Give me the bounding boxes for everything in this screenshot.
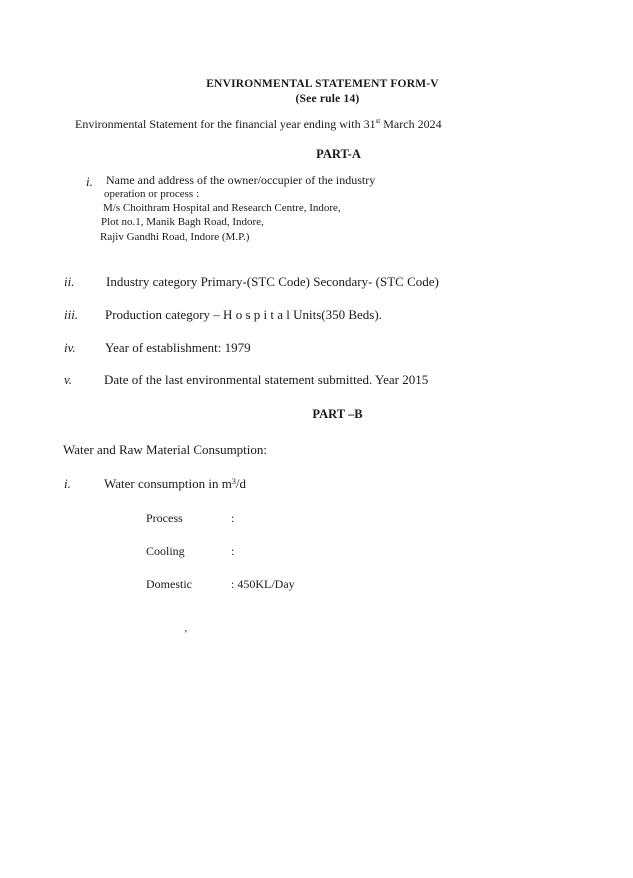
water-raw-material-title: Water and Raw Material Consumption: [63, 442, 268, 457]
statement-suffix: March 2024 [380, 117, 442, 131]
last-statement-date: Date of the last environmental statement submitted. Year 2015 [104, 372, 429, 387]
statement-prefix: Environmental Statement for the financial year ending with 31 [75, 117, 376, 131]
unit-superscript: 3 [231, 477, 236, 486]
process-label: Process [146, 511, 183, 525]
statement-superscript: st [375, 117, 381, 125]
item-iii-number: iii. [64, 307, 79, 322]
industry-category: Industry category Primary-(STC Code) Secondary- (STC Code) [106, 274, 439, 289]
item-i-number: i. [86, 174, 93, 189]
item-v-number: v. [64, 372, 73, 387]
water-consumption-text: Water consumption in m [104, 476, 232, 491]
water-consumption-label [104, 476, 246, 492]
address-line-3: Rajiv Gandhi Road, Indore (M.P.) [100, 231, 250, 243]
address-line-2: Plot no.1, Manik Bagh Road, Indore, [101, 216, 264, 228]
item-ii-number: ii. [64, 274, 75, 289]
cooling-label: Cooling [146, 544, 185, 558]
cooling-value: : [231, 544, 235, 558]
domestic-value: : 450KL/Day [231, 577, 295, 591]
item-iv-number: iv. [64, 340, 76, 355]
form-subtitle: (See rule 14) [295, 93, 360, 105]
domestic-label: Domestic [146, 577, 192, 591]
process-value: : [231, 511, 235, 525]
stray-mark: ’ [184, 628, 188, 640]
form-title: ENVIRONMENTAL STATEMENT FORM-V [206, 78, 439, 90]
owner-sublabel: operation or process : [104, 188, 199, 200]
part-b-item-i-number: i. [64, 476, 71, 491]
financial-year-statement [75, 117, 442, 132]
year-of-establishment: Year of establishment: 1979 [105, 340, 251, 355]
production-category: Production category – H o s p i t a l Units(350 Beds). [105, 307, 382, 322]
address-line-1: M/s Choithram Hospital and Research Centre, Indore, [103, 202, 341, 214]
part-b-heading: PART –B [312, 407, 363, 421]
owner-label: Name and address of the owner/occupier of the industry [106, 173, 376, 187]
part-a-heading: PART-A [316, 147, 361, 161]
unit-suffix: /d [235, 476, 246, 491]
